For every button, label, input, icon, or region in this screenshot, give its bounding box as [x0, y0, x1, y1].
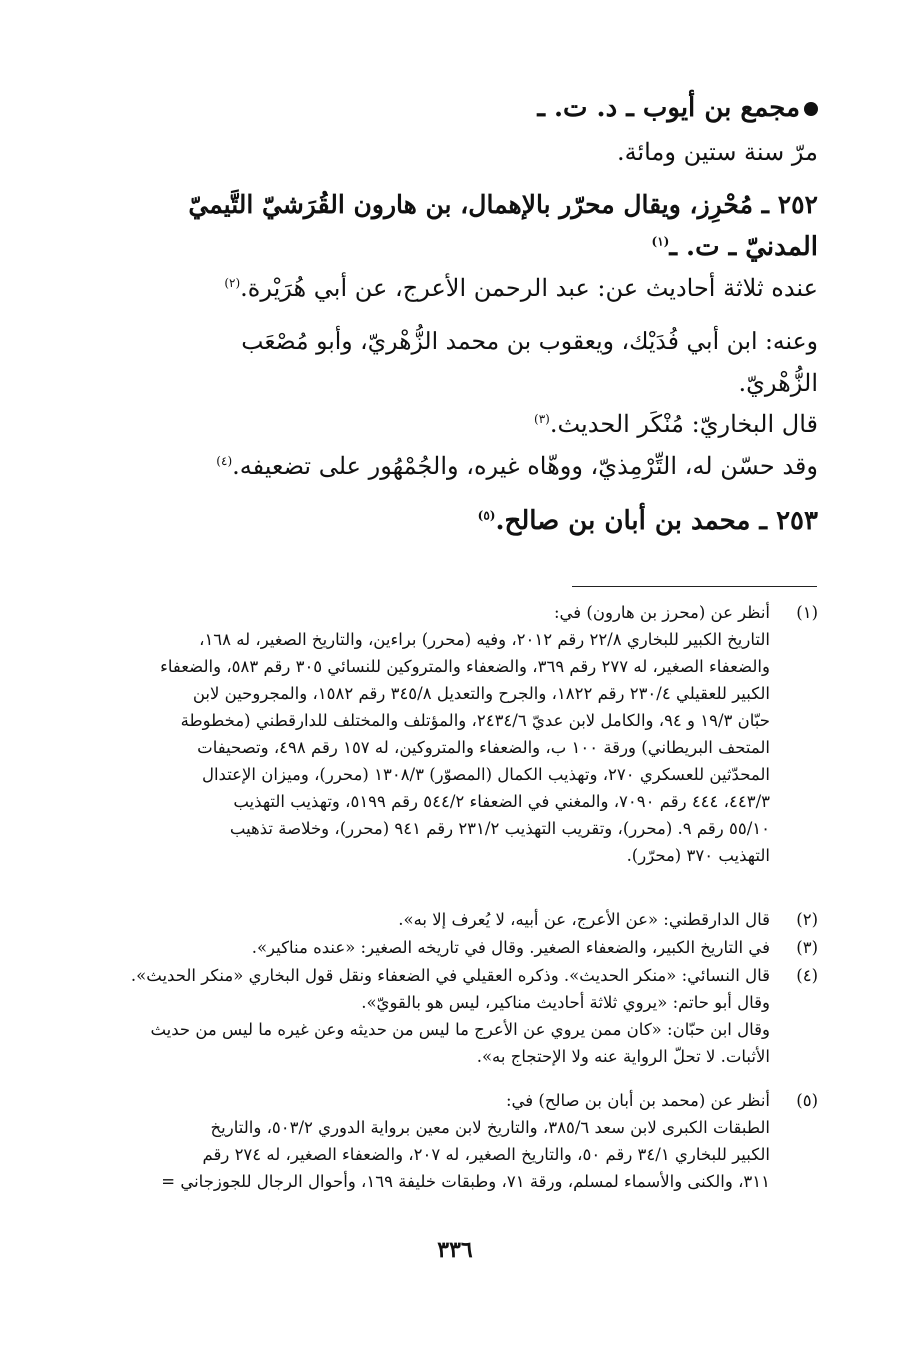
footnote-1 — [92, 599, 818, 899]
footnote-4-number: (٤) — [796, 966, 818, 985]
page-number: ٣٣٦ — [437, 1237, 473, 1263]
footnote-1-line: والضعفاء الصغير، له ٢٧٧ رقم ٣٦٩، والضعفاء والمتروكين للنسائي ٣٠٥ رقم ٥٨٣، والضعفاء — [160, 657, 770, 676]
footnote-4-line: وقال أبو حاتم: «يروي ثلاثة أحاديث مناكير، ليس هو بالقويّ». — [361, 993, 770, 1012]
footnote-5-line: ٣١١، والكنى والأسماء لمسلم، ورقة ٧١، وطبقات خليفة ١٦٩، وأحوال الرجال للجوزجاني = — [161, 1172, 770, 1191]
entry-252-heading-line1: ٢٥٢ ـ مُحْرِز، ويقال محرّر بالإهمال، بن هارون القُرَشيّ التَّيميّ — [188, 190, 818, 219]
footnote-1-line: حبّان ١٩/٣ و ٩٤، والكامل لابن عديّ ٢٤٣٤/٦، والمؤتلف والمختلف للدارقطني (مخطوطة — [180, 711, 770, 730]
entry-252-bukhari-quote: قال البخاريّ: مُنْكَر الحديث.$^{(٣)}$ — [534, 410, 818, 438]
footnote-ref-5: (٥) — [477, 508, 496, 523]
entry-252-assessment: وقد حسّن له، التِّرْمِذيّ، ووهّاه غيره، والجُمْهُور على تضعيفه.$^{(٤)}$ — [216, 452, 818, 480]
footnote-2-text: قال الدارقطني: «عن الأعرج، عن أبيه، لا يُعرف إلا به». — [398, 910, 770, 929]
entry-252-students-line2: الزُّهْريّ. — [738, 369, 818, 397]
footnote-3-text: في التاريخ الكبير، والضعفاء الصغير. وقال في تاريخه الصغير: «عنده مناكير». — [251, 938, 770, 957]
bullet-dot-icon — [804, 102, 818, 116]
entry-252-heading-line2: المدنيّ ـ ت. ـ$^{(١)}$ — [651, 232, 818, 262]
footnote-1-line: ٥٥/١٠ رقم ٩. (محرر)، وتقريب التهذيب ٢٣١/٢ رقم ٩٤١ (محرر)، وخلاصة تذهيب — [229, 819, 770, 838]
footnote-5 — [92, 1087, 818, 1197]
footnote-4-line: الأثبات. لا تحلّ الرواية عنه ولا الإحتجاج به». — [476, 1047, 770, 1066]
footnote-5-line: أنظر عن (محمد بن أبان بن صالح) في: — [505, 1091, 770, 1110]
entry-marker-note: مرّ سنة ستين ومائة. — [617, 138, 818, 166]
footnote-5-line: الطبقات الكبرى لابن سعد ٣٨٥/٦، والتاريخ لابن معين برواية الدوري ٥٠٣/٢، والتاريخ — [210, 1118, 770, 1137]
footnote-1-number: (١) — [796, 603, 818, 622]
entry-252-students-line1: وعنه: ابن أبي فُدَيْك، ويعقوب بن محمد الزُّهْريّ، وأبو مُصْعَب — [241, 327, 818, 355]
footnote-4-line: وقال ابن حبّان: «كان ممن يروي عن الأعرج ما ليس من حديثه وعن غيره ما ليس من حديث — [150, 1020, 770, 1039]
footnote-1-line: الكبير للعقيلي ٢٣٠/٤ رقم ١٨٢٢، والجرح والتعديل ٣٤٥/٨ رقم ١٥٨٢، والمجروحين لابن — [192, 684, 770, 703]
footnote-1-line: المحدّثين للعسكري ٢٧٠، وتهذيب الكمال (المصوّر) ١٣٠٨/٣ (محرر)، وميزان الإعتدال — [201, 765, 770, 784]
footnote-ref-3: (٣) — [534, 412, 550, 426]
footnote-1-line: التاريخ الكبير للبخاري ٢٢/٨ رقم ٢٠١٢، وفيه (محرر) براءين، والتاريخ الصغير، له ١٦٨، — [199, 630, 770, 649]
footnote-1-line: المتحف البريطاني) ورقة ١٠٠ ب، والضعفاء والمتروكين، له ١٥٧ رقم ٤٩٨، وتصحيفات — [197, 738, 770, 757]
entry-252-teachers: عنده ثلاثة أحاديث عن: عبد الرحمن الأعرج، عن أبي هُرَيْرة.$^{(٢)}$ — [224, 274, 818, 302]
footnote-2-number: (٢) — [796, 910, 818, 929]
footnote-divider — [572, 586, 817, 587]
footnote-ref-2: (٢) — [224, 276, 241, 290]
footnote-1-line: التهذيب ٣٧٠ (محرّر). — [626, 846, 770, 865]
footnote-4-line: قال النسائي: «منكر الحديث». وذكره العقيلي في الضعفاء ونقل قول البخاري «منكر الحديث». — [130, 966, 770, 985]
entry-253-heading: ٢٥٣ ـ محمد بن أبان بن صالح.$^{(٥)}$ — [477, 506, 818, 536]
footnote-4 — [92, 962, 818, 1072]
footnote-1-line: ٤٤٣/٣، ٤٤٤ رقم ٧٠٩٠، والمغني في الضعفاء ٥٤٤/٢ رقم ٥١٩٩، وتهذيب التهذيب — [233, 792, 770, 811]
footnote-ref-4: (٤) — [216, 454, 233, 468]
entry-marker-line: مجمع بن أيوب ـ د. ت. ـ — [537, 93, 818, 123]
footnote-ref-1: (١) — [651, 234, 670, 249]
footnote-3 — [92, 934, 818, 961]
footnote-3-number: (٣) — [796, 938, 818, 957]
footnote-1-line: أنظر عن (محرز بن هارون) في: — [553, 603, 770, 622]
footnote-5-line: الكبير للبخاري ٣٤/١ رقم ٥٠، والتاريخ الصغير، له ٢٠٧، والضعفاء الصغير، له ٢٧٤ رقم — [202, 1145, 770, 1164]
footnote-2 — [92, 906, 818, 933]
footnote-5-number: (٥) — [796, 1091, 818, 1110]
